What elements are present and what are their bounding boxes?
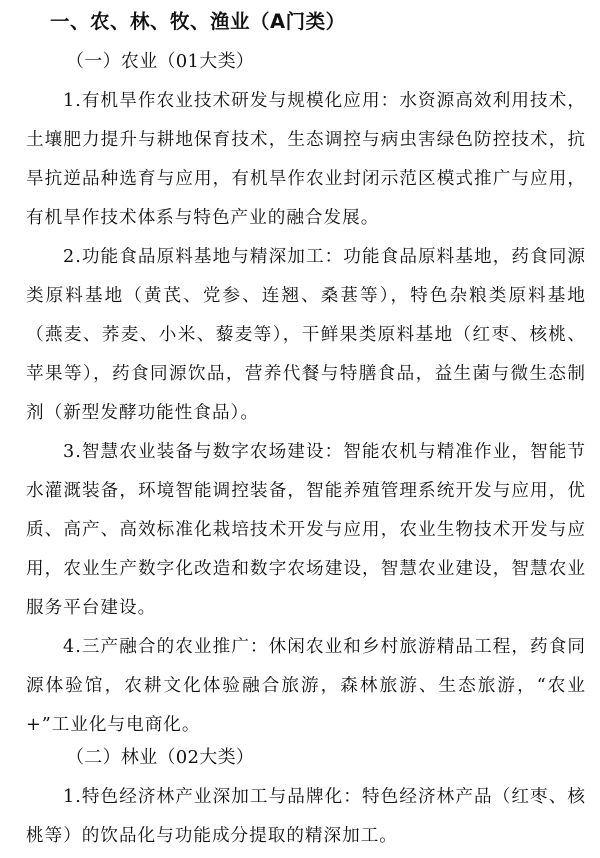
paragraph-economic-forest: 1.特色经济林产业深加工与品牌化：特色经济林产品（红枣、核桃等）的饮品化与功能成分提取的精深加工。 bbox=[26, 787, 586, 846]
paragraph-tertiary-integration: 4.三产融合的农业推广：休闲农业和乡村旅游精品工程，药食同源体验馆，农耕文化体验融合旅游，森林旅游、生态旅游，“农业+”工业化与电商化。 bbox=[26, 637, 586, 735]
paragraph-smart-agriculture: 3.智慧农业装备与数字农场建设：智能农机与精准作业，智能节水灌溉装备，环境智能调控装备，智能养殖管理系统开发与应用，优质、高产、高效标准化栽培技术开发与应用，农业生物技术开发与应用，农业生产数字化改造和数字农场建设，智慧农业建设，智慧农业服务平台建设。 bbox=[26, 442, 586, 618]
subsection-heading-agriculture: （一）农业（01大类） bbox=[66, 51, 255, 72]
paragraph-organic-dryland-farming: 1.有机旱作农业技术研发与规模化应用：水资源高效利用技术，土壤肥力提升与耕地保育技术，生态调控与病虫害绿色防控技术，抗旱抗逆品种选育与应用，有机旱作农业封闭示范区模式推广与应用，有机旱作技术体系与特色产业的融合发展。 bbox=[26, 91, 586, 228]
subsection-heading-forestry: （二）林业（02大类） bbox=[66, 747, 255, 768]
paragraph-functional-food-base: 2.功能食品原料基地与精深加工：功能食品原料基地，药食同源类原料基地（黄芪、党参、连翘、桑葚等），特色杂粮类原料基地（燕麦、荞麦、小米、藜麦等），干鲜果类原料基地（红枣、核桃、苹果等），药食同源饮品，营养代餐与特膳食品，益生菌与微生态制剂（新型发酵功能性食品）。 bbox=[26, 247, 586, 423]
section-title: 一、农、林、牧、渔业（A门类） bbox=[50, 10, 346, 33]
